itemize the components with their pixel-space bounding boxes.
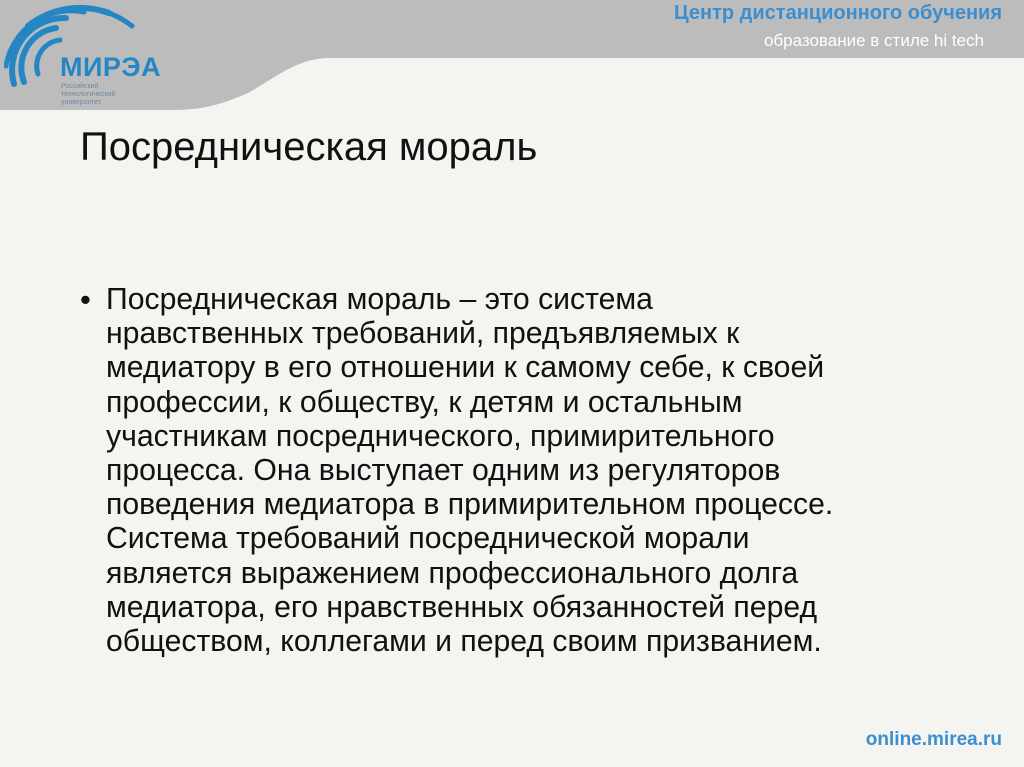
footer-url: online.mirea.ru [865,729,1002,750]
bullet-text: Посредническая мораль – это система нравственных требований, предъявляемых к медиатору в его отношении к самому себе, к своей профессии, к обществу, к детям и остальным участникам посреднического, примирительного процесса. Она выступает одним из регуляторов поведения медиатора в примирительном процессе. Система требований посреднической морали является выражением профессионального долга медиатора, его нравственных обязанностей перед обществом, коллегами и перед своим призванием. [106,283,834,659]
center-subtitle: образование в стиле hi tech [763,31,984,50]
bullet-item [80,283,940,659]
logo-subtitle: Российский технологический университет [61,83,116,106]
center-title: Центр дистанционного обучения [674,2,1002,24]
mirea-logo [4,4,174,106]
slide-title: Посредническая мораль [80,125,538,169]
logo-text: МИРЭА [60,52,162,82]
bullet-mark: • [80,282,91,317]
